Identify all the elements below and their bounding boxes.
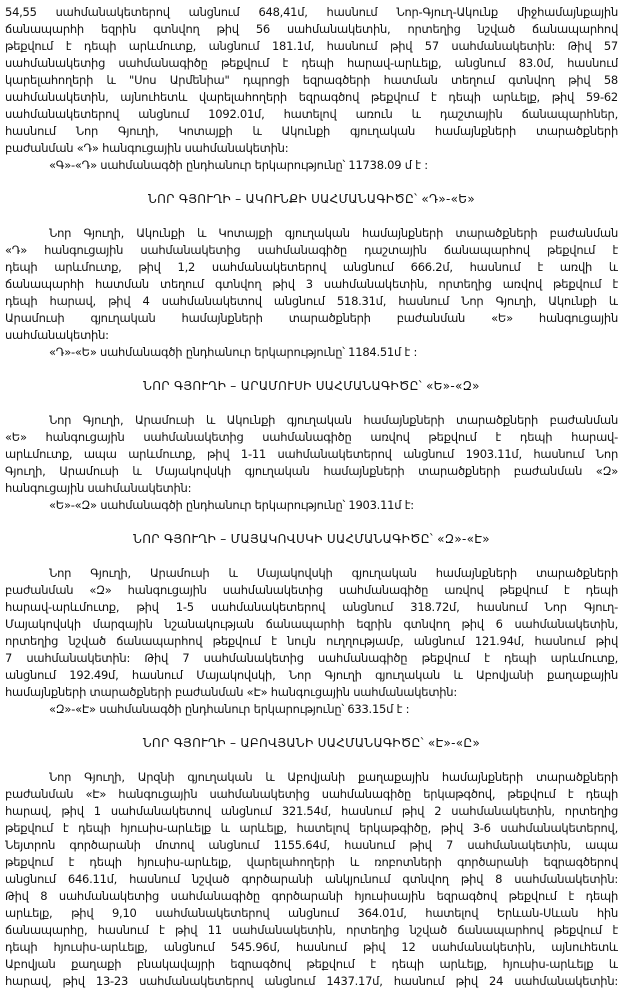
total-length-line: «Դ»-«Ե» սահմանագծի ընդհանուր երկարությունը՝ 1184.51մ է : bbox=[49, 345, 418, 359]
total-length-line: «Զ»-«Է» սահմանագծի ընդհանուր երկարությունը՝ 633.15մ է : bbox=[49, 702, 410, 716]
text-line: սահմանակետին: bbox=[5, 328, 109, 342]
text-line: «Դ» հանգուցային սահմանակետից սահմանագիծը դաշտային ճանապարհով թեքվում է bbox=[5, 243, 618, 257]
text-line: բաժանման «Է» հանգուցային սահմանակետից սահմանագիծը երկաթգծով, թեքվում է դեպի bbox=[5, 787, 618, 801]
section-heading: ՆՈՐ ԳՅՈՒՂԻ – ԱԲՈՎՅԱՆԻ ՍԱՀՄԱՆԱԳԻԾԸ՝ «Է»-«Ը» bbox=[142, 736, 481, 750]
total-length-line: «Գ»-«Դ» սահմանագծի ընդհանուր երկարությունը՝ 11738.09 մ է : bbox=[49, 158, 428, 172]
text-line: արևմուտք, ապա արևմուտք, թիվ 1-11 սահմանակետերով անցնում 1903.11մ, հասնում Նոր bbox=[5, 447, 618, 461]
text-line: Մայակովսկի մարզային նշանակության ճանապարհի եզրին գտնվող թիվ 6 սահմանակետին, bbox=[5, 617, 618, 631]
text-line: թեքվում է դեպի արևմուտք, անցնում 181.1մ, հասնում թիվ 57 սահմանակետին: Թիվ 57 bbox=[5, 39, 618, 53]
text-line: հասնում Նոր Գյուղի, Կոտայքի և Ակունքի գյուղական համայնքների տարածքների bbox=[5, 124, 618, 138]
text-line: Նեյտրոն գործարանի մոտով անցնում 1155.64մ, հասնում թիվ 7 սահմանակետին, ապա bbox=[5, 838, 618, 852]
text-line: ճանապարհը, հասնում է թիվ 11 սահմանակետին, որտեղից նշված ճանապարհով թեքվում է bbox=[5, 923, 618, 937]
paragraph bbox=[5, 565, 618, 701]
text-line: Նոր Գյուղի, Արամուսի և Ակունքի գյուղական համայնքների տարածքների բաժանման bbox=[49, 413, 618, 427]
text-line: կարելահողերի և "Սոս Արմենիա" դպրոցի եզրագծերի հատման տեղում գտնվող թիվ 58 bbox=[5, 73, 618, 87]
document-page bbox=[5, 4, 618, 990]
text-line: Աբովյան քաղաքի բնակավայրի եզրագծով թեքվում է դեպի արևելք, հյուսիս-արևելք և bbox=[5, 957, 618, 971]
text-line: սահմանակետին, այնուհետև վարելահողերի եզրագծով թեքվում է դեպի արևելք, թիվ 59-62 bbox=[5, 90, 618, 104]
text-line: սահմանակետերով անցնում 1092.01մ, հատելով առուն և դաշտային ճանապարհներ, bbox=[5, 107, 618, 121]
boundary-section bbox=[5, 4, 618, 174]
paragraph bbox=[5, 769, 618, 990]
boundary-section bbox=[5, 191, 618, 361]
text-line: հանգուցային սահմանակետին: bbox=[5, 481, 192, 495]
text-line: արևելք, թիվ 9,10 սահմանակետերով անցնում 364.01մ, հատելով Երևան-Սևան հին bbox=[5, 906, 618, 920]
text-line: դեպի հարավ, թիվ 4 սահմանակետով անցնում 518.31մ, հասնում Նոր Գյուղի, Ակունքի և bbox=[5, 294, 618, 308]
text-line: դեպի արևմուտք, թիվ 1,2 սահմանակետերով անցնում 666.2մ, հասնում է առվի և bbox=[5, 260, 618, 274]
text-line: թեքվում է դեպի հյուսիս-արևելք և արևելք, հատելով երկաթգիծը, թիվ 3-6 սահմանակետերով, bbox=[5, 821, 618, 835]
text-line: անցնում 192.49մ, հասնում Մայակովսկի, Նոր Գյուղի գյուղական և Աբովյանի քաղաքային bbox=[5, 668, 618, 682]
text-line: անցնում 646.11մ, հասնում նշված գործարանի անկյունում գտնվող թիվ 8 սահմանակետին: bbox=[5, 872, 618, 886]
total-length-line: «Ե»-«Զ» սահմանագծի ընդհանուր երկարությունը՝ 1903.11մ է: bbox=[49, 498, 414, 512]
boundary-section bbox=[5, 735, 618, 990]
text-line: ճանապարհի եզրին գտնվող թիվ 56 սահմանակետին, որտեղից նշված ճանապարհով bbox=[5, 22, 618, 36]
text-line: բաժանման «Դ» հանգուցային սահմանակետին: bbox=[5, 141, 289, 155]
boundary-section bbox=[5, 531, 618, 718]
text-line: ճանապարհի հատման տեղում գտնվող թիվ 3 սահմանակետին, որտեղից առվով թեքվում է bbox=[5, 277, 618, 291]
section-heading: ՆՈՐ ԳՅՈՒՂԻ – ԱԿՈՒՆՔԻ ՍԱՀՄԱՆԱԳԻԾԸ՝ «Դ»-«Ե» bbox=[148, 192, 475, 206]
text-line: հարավ, թիվ 13-23 սահմանակետերով անցնում 1437.17մ, հասնում թիվ 24 սահմանակետին: bbox=[5, 974, 618, 988]
text-line: Թիվ 8 սահմանակետից սահմանագիծը գործարանի հյուսիսային եզրագծով թեքվում է դեպի bbox=[5, 889, 618, 903]
paragraph bbox=[5, 412, 618, 497]
paragraph bbox=[5, 4, 618, 157]
text-line: 7 սահմանակետին: Թիվ 7 սահմանակետից սահմանագիծը թեքվում է դեպի արևմուտք, bbox=[5, 651, 618, 665]
text-line: բաժանման «Զ» հանգուցային սահմանակետից սահմանագիծը առվով թեքվում է դեպի bbox=[5, 583, 618, 597]
text-line: դեպի հյուսիս-արևելք, անցնում 545.96մ, հասնում թիվ 12 սահմանակետին, այնուհետև bbox=[5, 940, 618, 954]
text-line: որտեղից նշված ճանապարհով թեքվում է նույն ուղղությամբ, անցնում 121.94մ, հասնում թիվ bbox=[5, 634, 618, 648]
text-line: Գյուղի, Արամուսի և Մայակովսկի գյուղական համայնքների տարածքների բաժանման «Զ» bbox=[5, 464, 618, 478]
text-line: հարավ-արևմուտք, թիվ 1-5 սահմանակետերով անցնում 318.72մ, հասնում Նոր Գյուղ- bbox=[5, 600, 618, 614]
text-line: Նոր Գյուղի, Ակունքի և Կոտայքի գյուղական համայնքների տարածքների բաժանման bbox=[49, 226, 618, 240]
section-heading: ՆՈՐ ԳՅՈՒՂԻ – ԱՐԱՄՈՒՍԻ ՍԱՀՄԱՆԱԳԻԾԸ՝ «Ե»-«Զ» bbox=[143, 379, 480, 393]
paragraph bbox=[5, 225, 618, 344]
text-line: հարավ, թիվ 1 սահմանակետով անցնում 321.54մ, հասնում թիվ 2 սահմանակետին, որտեղից bbox=[5, 804, 618, 818]
text-line: սահմանակետից սահմանագիծը թեքվում է դեպի հարավ-արևելք, անցնում 83.0մ, հասնում bbox=[5, 56, 618, 70]
text-line: Նոր Գյուղի, Արզնի գյուղական և Աբովյանի քաղաքային համայնքների տարածքների bbox=[49, 770, 618, 784]
text-line: 54,55 սահմանակետերով անցնում 648,41մ, հասնում Նոր-Գյուղ-Ակունք միջհամայնքային bbox=[5, 5, 618, 19]
text-line: թեքվում է դեպի հյուսիս-արևելք, վարելահողերի և ռոբոտների գործարանի եզրագծերով bbox=[5, 855, 618, 869]
text-line: համայնքների տարածքների բաժանման «Է» հանգուցային սահմանակետին: bbox=[5, 685, 457, 699]
section-heading: ՆՈՐ ԳՅՈՒՂԻ – ՄԱՅԱԿՈՎՍԿԻ ՍԱՀՄԱՆԱԳԻԾԸ՝ «Զ»-«Է» bbox=[133, 532, 490, 546]
text-line: «Ե» հանգուցային սահմանակետից սահմանագիծը առվով թեքվում է դեպի հարավ- bbox=[5, 430, 618, 444]
text-line: Արամուսի գյուղական համայնքների տարածքների բաժանման «Ե» հանգուցային bbox=[5, 311, 618, 325]
text-line: Նոր Գյուղի, Արամուսի և Մայակովսկի գյուղական համայնքների տարածքների bbox=[49, 566, 618, 580]
boundary-section bbox=[5, 378, 618, 514]
